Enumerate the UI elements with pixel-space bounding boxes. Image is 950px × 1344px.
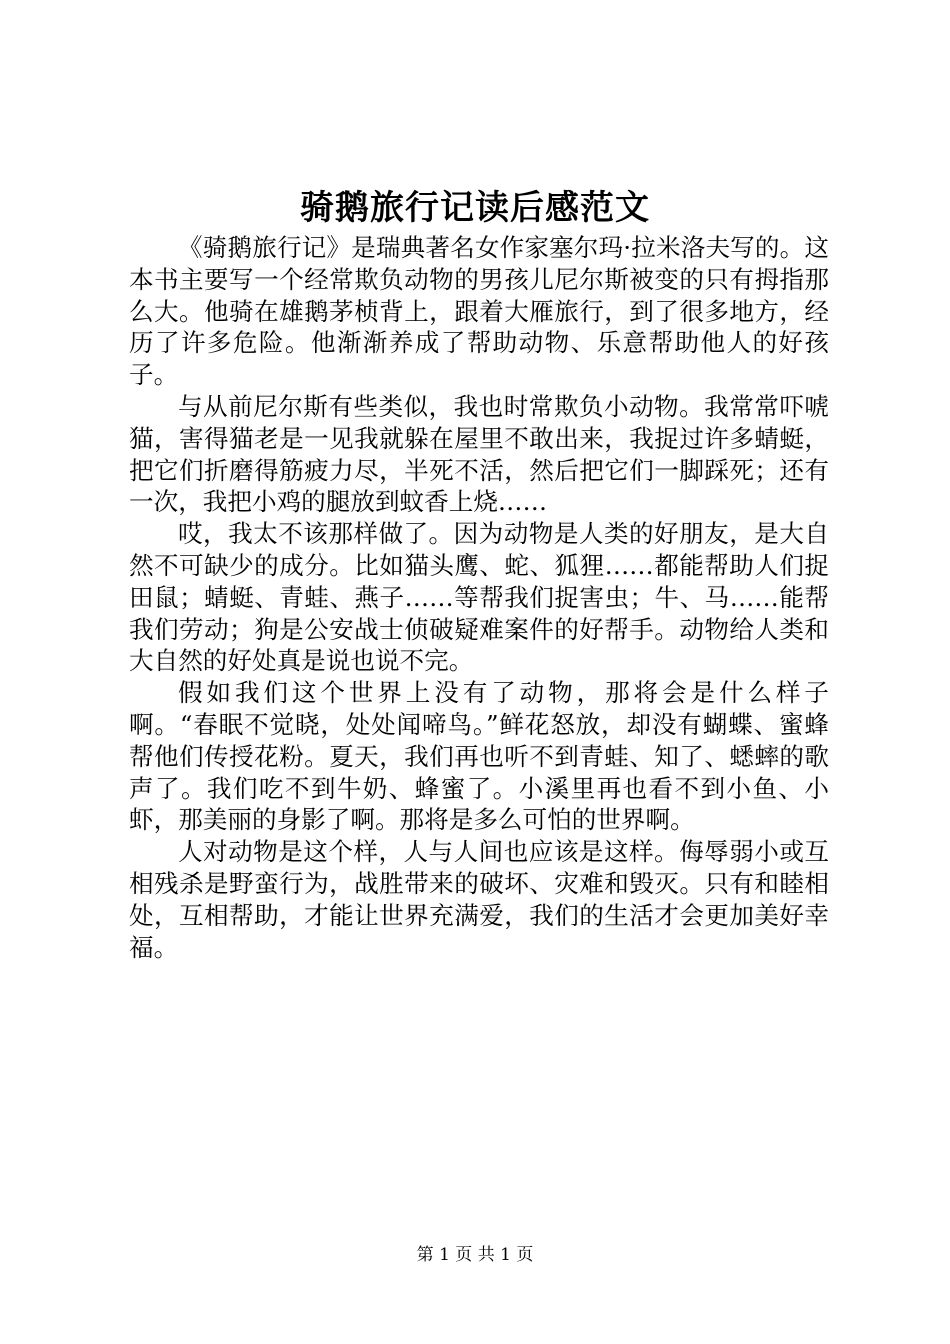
paragraph-3: 哎，我太不该那样做了。因为动物是人类的好朋友，是大自然不可缺少的成分。比如猫头鹰、蛇、狐狸……都能帮助人们捉田鼠；蜻蜓、青蛙、燕子……等帮我们捉害虫；牛、马……能帮我们劳动；狗是公安战士侦破疑难案件的好帮手。动物给人类和大自然的好处真是说也说不完。: [129, 519, 829, 676]
page-number-footer: 第 1 页 共 1 页: [416, 1245, 534, 1265]
paragraph-1: 《骑鹅旅行记》是瑞典著名女作家塞尔玛·拉米洛夫写的。这本书主要写一个经常欺负动物的男孩儿尼尔斯被变的只有拇指那么大。他骑在雄鹅茅桢背上，跟着大雁旅行，到了很多地方，经历了许多危险。他渐渐养成了帮助动物、乐意帮助他人的好孩子。: [129, 233, 829, 390]
paragraph-4: 假如我们这个世界上没有了动物，那将会是什么样子啊。“春眠不觉晓，处处闻啼鸟。”鲜花怒放，却没有蝴蝶、蜜蜂帮他们传授花粉。夏天，我们再也听不到青蛙、知了、蟋蟀的歌声了。我们吃不到牛奶、蜂蜜了。小溪里再也看不到小鱼、小虾，那美丽的身影了啊。那将是多么可怕的世界啊。: [129, 678, 829, 835]
document-body: [129, 232, 829, 963]
paragraph-5: 人对动物是这个样，人与人间也应该是这样。侮辱弱小或互相残杀是野蛮行为，战胜带来的破坏、灾难和毁灭。只有和睦相处，互相帮助，才能让世界充满爱，我们的生活才会更加美好幸福。: [129, 837, 829, 962]
document-title: 骑鹅旅行记读后感范文: [300, 188, 650, 228]
paragraph-2: 与从前尼尔斯有些类似，我也时常欺负小动物。我常常吓唬猫，害得猫老是一见我就躲在屋里不敢出来，我捉过许多蜻蜓，把它们折磨得筋疲力尽，半死不活，然后把它们一脚踩死；还有一次，我把小鸡的腿放到蚊香上烧……: [129, 391, 829, 517]
